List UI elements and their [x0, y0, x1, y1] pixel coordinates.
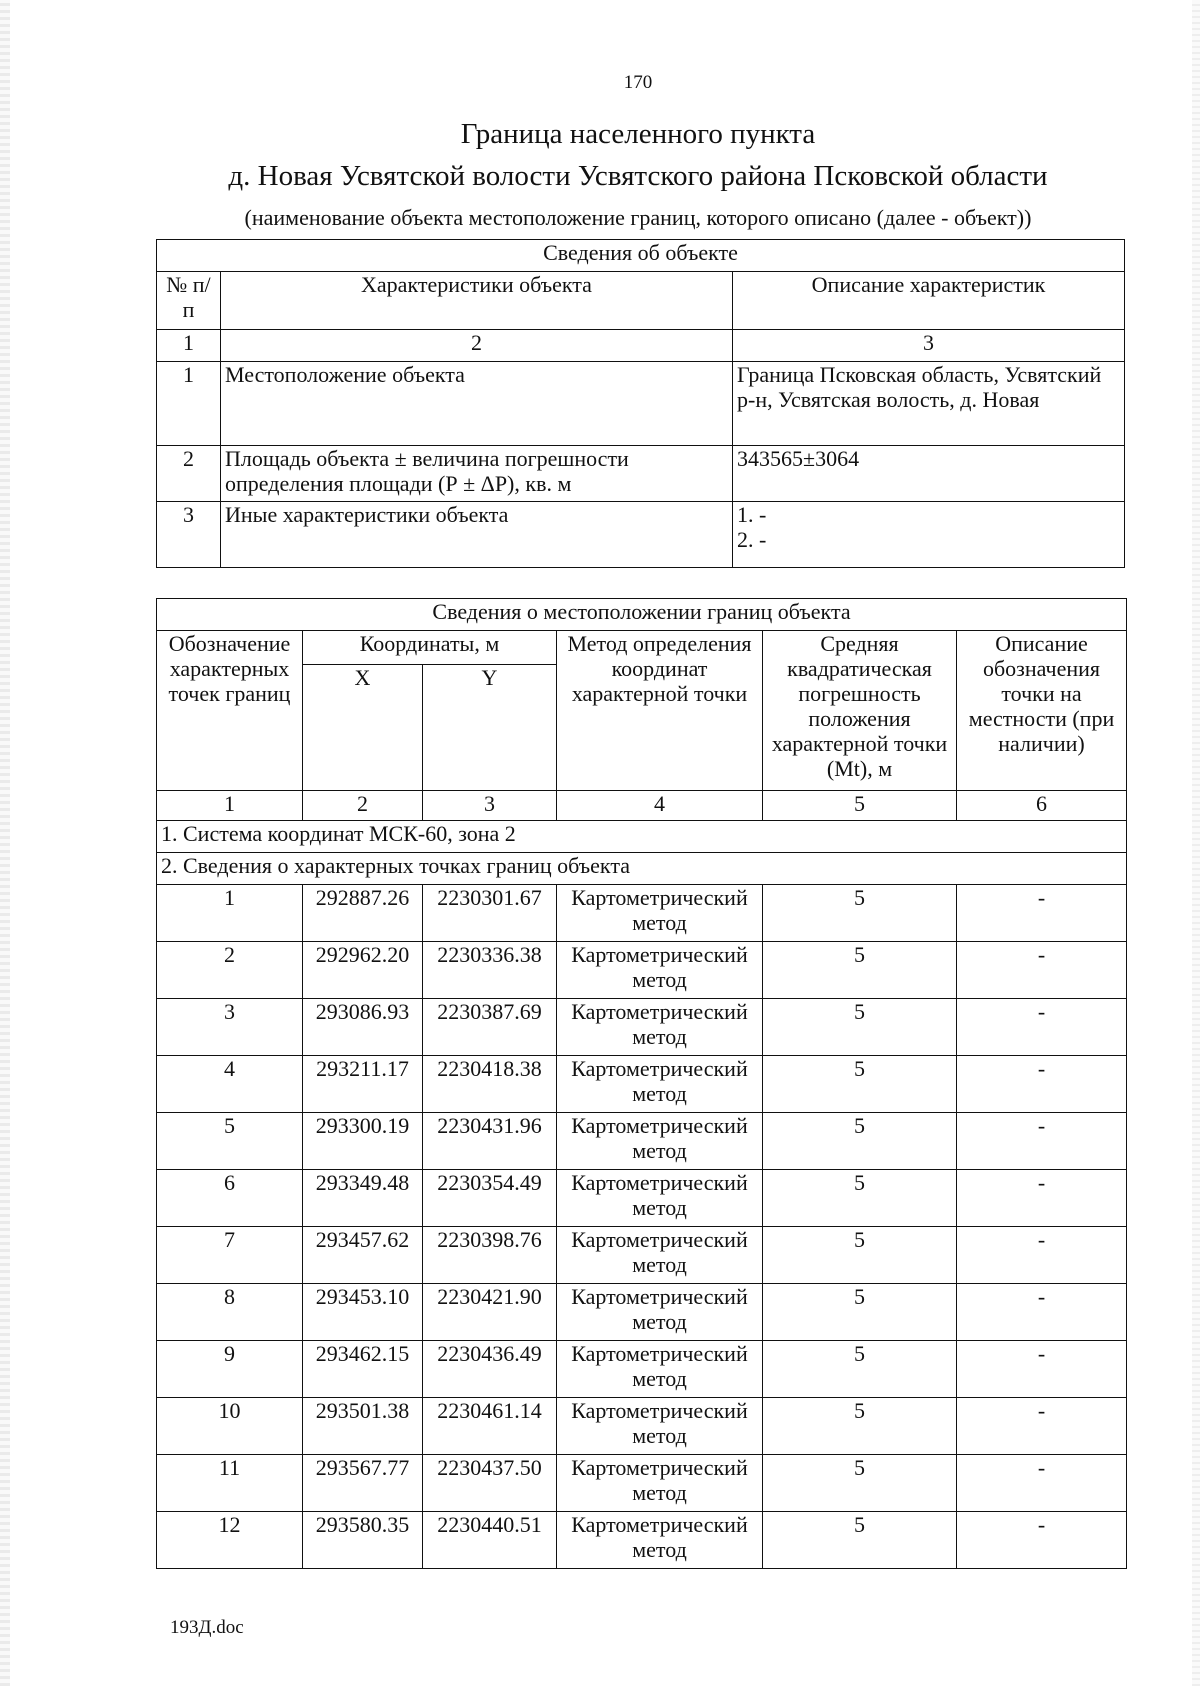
other-item-2: 2. -	[737, 527, 767, 552]
coord-x: 293086.93	[303, 999, 423, 1056]
column-number: 6	[957, 791, 1127, 821]
mt-error: 5	[763, 1056, 957, 1113]
method: Картометрический метод	[557, 1227, 763, 1284]
table-row	[157, 942, 1127, 999]
point-description: -	[957, 1284, 1127, 1341]
coord-y: 2230336.38	[423, 942, 557, 999]
point-id: 1	[157, 885, 303, 942]
scan-edge-left	[0, 0, 10, 1686]
column-number: 4	[557, 791, 763, 821]
header-number: № п/п	[157, 272, 221, 330]
mt-error: 5	[763, 1455, 957, 1512]
page-number: 170	[623, 72, 653, 93]
column-number: 3	[423, 791, 557, 821]
method: Картометрический метод	[557, 1056, 763, 1113]
characteristic-other: Иные характеристики объекта	[221, 502, 733, 568]
coord-x: 293457.62	[303, 1227, 423, 1284]
point-description: -	[957, 1398, 1127, 1455]
point-description: -	[957, 999, 1127, 1056]
mt-error: 5	[763, 1512, 957, 1569]
row-number: 1	[157, 362, 221, 446]
point-id: 12	[157, 1512, 303, 1569]
method: Картометрический метод	[557, 1341, 763, 1398]
header-y: Y	[423, 665, 557, 791]
point-description: -	[957, 1170, 1127, 1227]
coord-x: 293580.35	[303, 1512, 423, 1569]
column-number: 2	[221, 330, 733, 362]
point-description: -	[957, 1113, 1127, 1170]
description-location: Граница Псковская область, Усвятский р-н, Усвятская волость, д. Новая	[733, 362, 1125, 446]
mt-error: 5	[763, 885, 957, 942]
method: Картометрический метод	[557, 942, 763, 999]
point-id: 6	[157, 1170, 303, 1227]
coord-x: 293501.38	[303, 1398, 423, 1455]
coord-y: 2230418.38	[423, 1056, 557, 1113]
method: Картометрический метод	[557, 1398, 763, 1455]
table-row	[157, 1170, 1127, 1227]
header-characteristic: Характеристики объекта	[221, 272, 733, 330]
coord-x: 292887.26	[303, 885, 423, 942]
coord-y: 2230431.96	[423, 1113, 557, 1170]
row-number: 3	[157, 502, 221, 568]
point-id: 4	[157, 1056, 303, 1113]
method: Картометрический метод	[557, 1455, 763, 1512]
column-number: 5	[763, 791, 957, 821]
method: Картометрический метод	[557, 1512, 763, 1569]
point-id: 3	[157, 999, 303, 1056]
coord-x: 293462.15	[303, 1341, 423, 1398]
table-row	[157, 1455, 1127, 1512]
coord-y: 2230354.49	[423, 1170, 557, 1227]
mt-error: 5	[763, 999, 957, 1056]
table-row	[157, 999, 1127, 1056]
coord-x: 293300.19	[303, 1113, 423, 1170]
column-number: 3	[733, 330, 1125, 362]
mt-error: 5	[763, 1227, 957, 1284]
table-row	[157, 1284, 1127, 1341]
column-number: 1	[157, 791, 303, 821]
coord-x: 293349.48	[303, 1170, 423, 1227]
coord-x: 293567.77	[303, 1455, 423, 1512]
table-row	[157, 1341, 1127, 1398]
points-section-title: 2. Сведения о характерных точках границ объекта	[157, 853, 1127, 885]
characteristic-area: Площадь объекта ± величина погрешности определения площади (Р ± ΔР), кв. м	[221, 446, 733, 502]
document-subtitle: (наименование объекта местоположение границ, которого описано (далее - объект))	[244, 205, 1032, 230]
boundary-points-table	[156, 598, 1127, 1569]
document-title: Граница населенного пункта	[460, 118, 816, 150]
point-id: 8	[157, 1284, 303, 1341]
characteristic-location: Местоположение объекта	[221, 362, 733, 446]
point-id: 9	[157, 1341, 303, 1398]
header-description: Описание характеристик	[733, 272, 1125, 330]
coord-y: 2230387.69	[423, 999, 557, 1056]
boundary-table-caption: Сведения о местоположении границ объекта	[157, 599, 1127, 631]
header-coordinates: Координаты, м	[303, 631, 557, 665]
other-item-1: 1. -	[737, 502, 767, 527]
table-row	[157, 1227, 1127, 1284]
settlement-name: д. Новая Усвятской волости Усвятского района Псковской области	[228, 160, 1048, 192]
method: Картометрический метод	[557, 1170, 763, 1227]
description-other	[733, 502, 1125, 568]
point-id: 10	[157, 1398, 303, 1455]
mt-error: 5	[763, 942, 957, 999]
coord-y: 2230301.67	[423, 885, 557, 942]
mt-error: 5	[763, 1398, 957, 1455]
point-description: -	[957, 1056, 1127, 1113]
coord-y: 2230437.50	[423, 1455, 557, 1512]
method: Картометрический метод	[557, 999, 763, 1056]
table-row	[157, 885, 1127, 942]
method: Картометрический метод	[557, 1284, 763, 1341]
scan-edge-right	[1192, 0, 1200, 1686]
table-row	[157, 362, 1125, 446]
table-row	[157, 1398, 1127, 1455]
header-method: Метод определения координат характерной точки	[557, 631, 763, 791]
header-error: Средняя квадратическая погрешность положения характерной точки (Mt), м	[763, 631, 957, 791]
coordinate-system: 1. Система координат МСК-60, зона 2	[157, 821, 1127, 853]
mt-error: 5	[763, 1341, 957, 1398]
point-description: -	[957, 1512, 1127, 1569]
mt-error: 5	[763, 1113, 957, 1170]
file-name: 193Д.doc	[170, 1617, 244, 1638]
coord-x: 293453.10	[303, 1284, 423, 1341]
point-id: 7	[157, 1227, 303, 1284]
method: Картометрический метод	[557, 885, 763, 942]
header-point: Обозначение характерных точек границ	[157, 631, 303, 791]
point-id: 5	[157, 1113, 303, 1170]
coord-y: 2230398.76	[423, 1227, 557, 1284]
point-id: 2	[157, 942, 303, 999]
mt-error: 5	[763, 1284, 957, 1341]
header-point-description: Описание обозначения точки на местности (при наличии)	[957, 631, 1127, 791]
mt-error: 5	[763, 1170, 957, 1227]
point-id: 11	[157, 1455, 303, 1512]
object-info-table	[156, 239, 1125, 568]
column-number: 1	[157, 330, 221, 362]
coord-y: 2230440.51	[423, 1512, 557, 1569]
coord-y: 2230421.90	[423, 1284, 557, 1341]
coord-y: 2230461.14	[423, 1398, 557, 1455]
point-description: -	[957, 1341, 1127, 1398]
coord-y: 2230436.49	[423, 1341, 557, 1398]
description-area: 343565±3064	[733, 446, 1125, 502]
coord-x: 292962.20	[303, 942, 423, 999]
point-description: -	[957, 1227, 1127, 1284]
method: Картометрический метод	[557, 1113, 763, 1170]
table-row	[157, 502, 1125, 568]
point-description: -	[957, 885, 1127, 942]
object-table-caption: Сведения об объекте	[157, 240, 1125, 272]
table-row	[157, 1512, 1127, 1569]
coord-x: 293211.17	[303, 1056, 423, 1113]
point-description: -	[957, 1455, 1127, 1512]
table-row	[157, 1056, 1127, 1113]
column-number: 2	[303, 791, 423, 821]
row-number: 2	[157, 446, 221, 502]
table-row	[157, 446, 1125, 502]
point-description: -	[957, 942, 1127, 999]
header-x: X	[303, 665, 423, 791]
table-row	[157, 1113, 1127, 1170]
